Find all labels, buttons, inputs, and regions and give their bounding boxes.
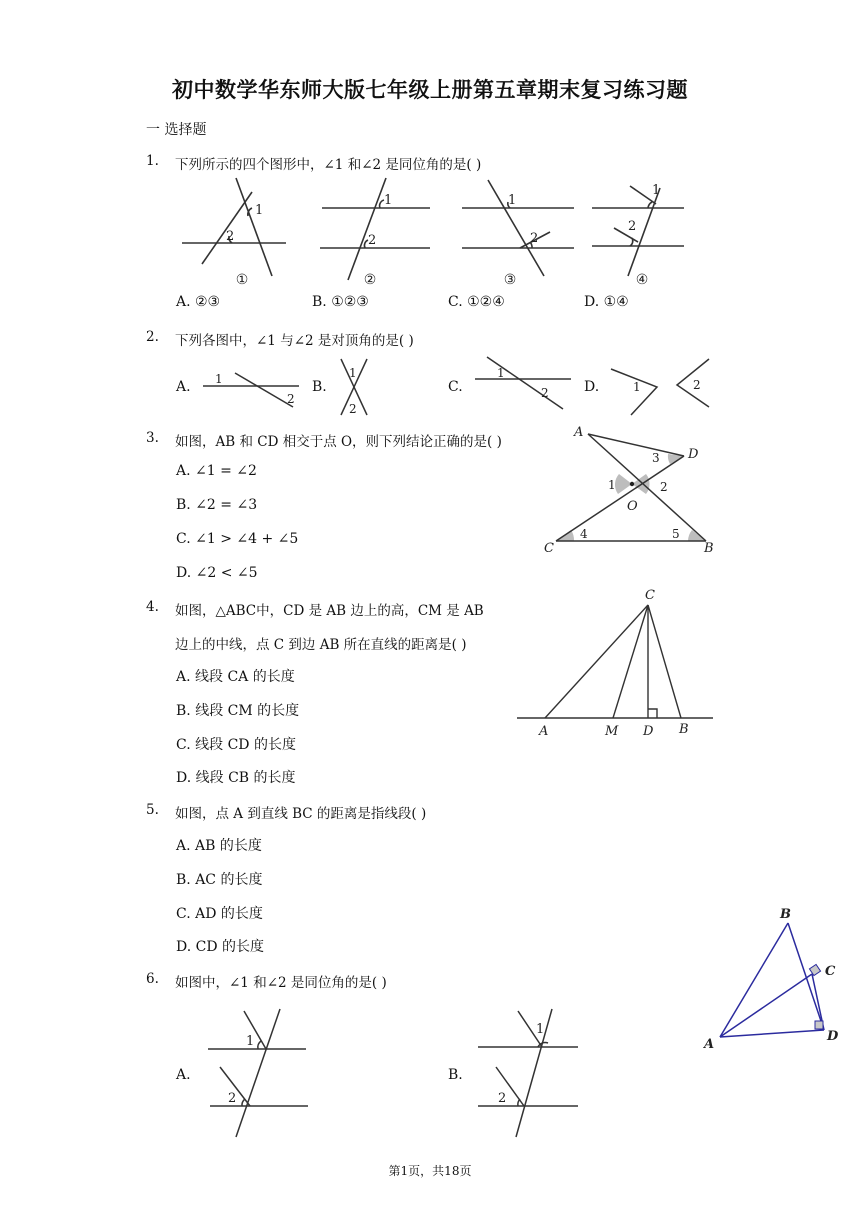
question-1-text: 下列所示的四个图形中，∠1 和∠2 是同位角的是( ): [175, 157, 482, 173]
page-footer: 第1页，共18页: [388, 1164, 472, 1178]
question-2-option-b[interactable]: B.: [312, 379, 327, 395]
svg-text:2: 2: [228, 1091, 237, 1106]
question-2-option-c[interactable]: C.: [448, 379, 463, 395]
svg-text:A: A: [574, 425, 584, 440]
question-6-figures: [200, 1005, 590, 1145]
question-3-option-c[interactable]: C. ∠1 > ∠4 + ∠5: [176, 531, 299, 547]
svg-text:2: 2: [368, 233, 377, 248]
question-3-option-b[interactable]: B. ∠2 = ∠3: [176, 497, 258, 513]
question-4-text-line2: 边上的中线，点 C 到边 AB 所在直线的距离是( ): [175, 637, 467, 653]
question-3-number: 3.: [146, 430, 159, 446]
question-5-option-b[interactable]: B. AC 的长度: [176, 872, 263, 888]
svg-text:C: C: [645, 588, 655, 603]
svg-text:C: C: [544, 541, 554, 556]
question-4-text-line1: 如图，△ABC中，CD 是 AB 边上的高，CM 是 AB: [175, 603, 484, 619]
svg-text:B: B: [704, 541, 714, 556]
svg-text:D: D: [643, 724, 654, 739]
question-2-figures: [195, 355, 715, 420]
svg-text:M: M: [605, 724, 619, 739]
svg-text:1: 1: [608, 478, 616, 492]
svg-text:1: 1: [508, 193, 517, 208]
svg-text:A: A: [539, 724, 549, 739]
svg-text:1: 1: [536, 1022, 545, 1037]
svg-text:2: 2: [287, 392, 295, 406]
question-4-option-d[interactable]: D. 线段 CB 的长度: [176, 770, 296, 786]
svg-text:O: O: [627, 499, 638, 514]
question-4-number: 4.: [146, 599, 159, 615]
question-2-option-a[interactable]: A.: [176, 379, 191, 395]
question-5-option-a[interactable]: A. AB 的长度: [176, 838, 262, 854]
question-4-option-a[interactable]: A. 线段 CA 的长度: [176, 669, 295, 685]
fig2-label: ②: [363, 272, 377, 288]
question-2-number: 2.: [146, 329, 159, 345]
svg-text:B: B: [679, 722, 689, 737]
svg-text:B: B: [780, 907, 791, 922]
question-1-option-b[interactable]: B. ①②③: [312, 294, 369, 310]
question-4-figure: [515, 585, 715, 745]
svg-text:1: 1: [633, 380, 641, 394]
svg-text:1: 1: [215, 372, 223, 386]
svg-text:2: 2: [628, 219, 637, 234]
svg-text:2: 2: [693, 378, 701, 392]
svg-text:A: A: [704, 1037, 715, 1052]
svg-text:5: 5: [672, 527, 680, 541]
svg-text:D: D: [827, 1029, 839, 1044]
svg-text:1: 1: [652, 183, 661, 198]
svg-text:2: 2: [226, 229, 235, 244]
question-2-option-d[interactable]: D.: [584, 379, 600, 395]
question-3-figure: [540, 420, 720, 560]
question-5-figure: [700, 900, 850, 1060]
svg-text:1: 1: [246, 1034, 255, 1049]
question-5-option-d[interactable]: D. CD 的长度: [176, 939, 265, 955]
fig3-label: ③: [503, 272, 517, 288]
question-3-option-d[interactable]: D. ∠2 < ∠5: [176, 565, 258, 581]
svg-text:1: 1: [497, 366, 505, 380]
question-5-number: 5.: [146, 802, 159, 818]
fig4-label: ④: [635, 272, 649, 288]
svg-text:2: 2: [660, 480, 668, 494]
question-4-option-c[interactable]: C. 线段 CD 的长度: [176, 737, 296, 753]
svg-text:1: 1: [384, 193, 393, 208]
fig1-label: ①: [235, 272, 249, 288]
section-heading: 一 选择题: [146, 122, 207, 138]
question-1-option-d[interactable]: D. ①④: [584, 294, 629, 310]
document-title: 初中数学华东师大版七年级上册第五章期末复习练习题: [172, 78, 688, 102]
svg-text:2: 2: [541, 386, 549, 400]
question-2-text: 下列各图中，∠1 与∠2 是对顶角的是( ): [175, 333, 414, 349]
question-5-option-c[interactable]: C. AD 的长度: [176, 906, 263, 922]
svg-text:C: C: [825, 964, 836, 979]
svg-text:4: 4: [580, 527, 588, 541]
question-1-option-a[interactable]: A. ②③: [176, 294, 221, 310]
svg-text:D: D: [688, 447, 699, 462]
question-3-option-a[interactable]: A. ∠1 = ∠2: [176, 463, 257, 479]
question-6-text: 如图中，∠1 和∠2 是同位角的是( ): [175, 975, 387, 991]
question-1-figures: [172, 172, 692, 292]
svg-text:3: 3: [652, 451, 660, 465]
question-6-number: 6.: [146, 971, 159, 987]
svg-text:1: 1: [349, 366, 357, 380]
question-6-option-a[interactable]: A.: [176, 1067, 191, 1083]
question-4-option-b[interactable]: B. 线段 CM 的长度: [176, 703, 300, 719]
question-1-option-c[interactable]: C. ①②④: [448, 294, 505, 310]
question-3-text: 如图，AB 和 CD 相交于点 O，则下列结论正确的是( ): [175, 434, 502, 450]
question-6-option-b[interactable]: B.: [448, 1067, 463, 1083]
svg-text:2: 2: [498, 1091, 507, 1106]
question-5-text: 如图，点 A 到直线 BC 的距离是指线段( ): [175, 806, 427, 822]
question-1-number: 1.: [146, 153, 159, 169]
svg-text:2: 2: [349, 402, 357, 416]
svg-text:1: 1: [255, 203, 264, 218]
svg-text:2: 2: [530, 231, 539, 246]
